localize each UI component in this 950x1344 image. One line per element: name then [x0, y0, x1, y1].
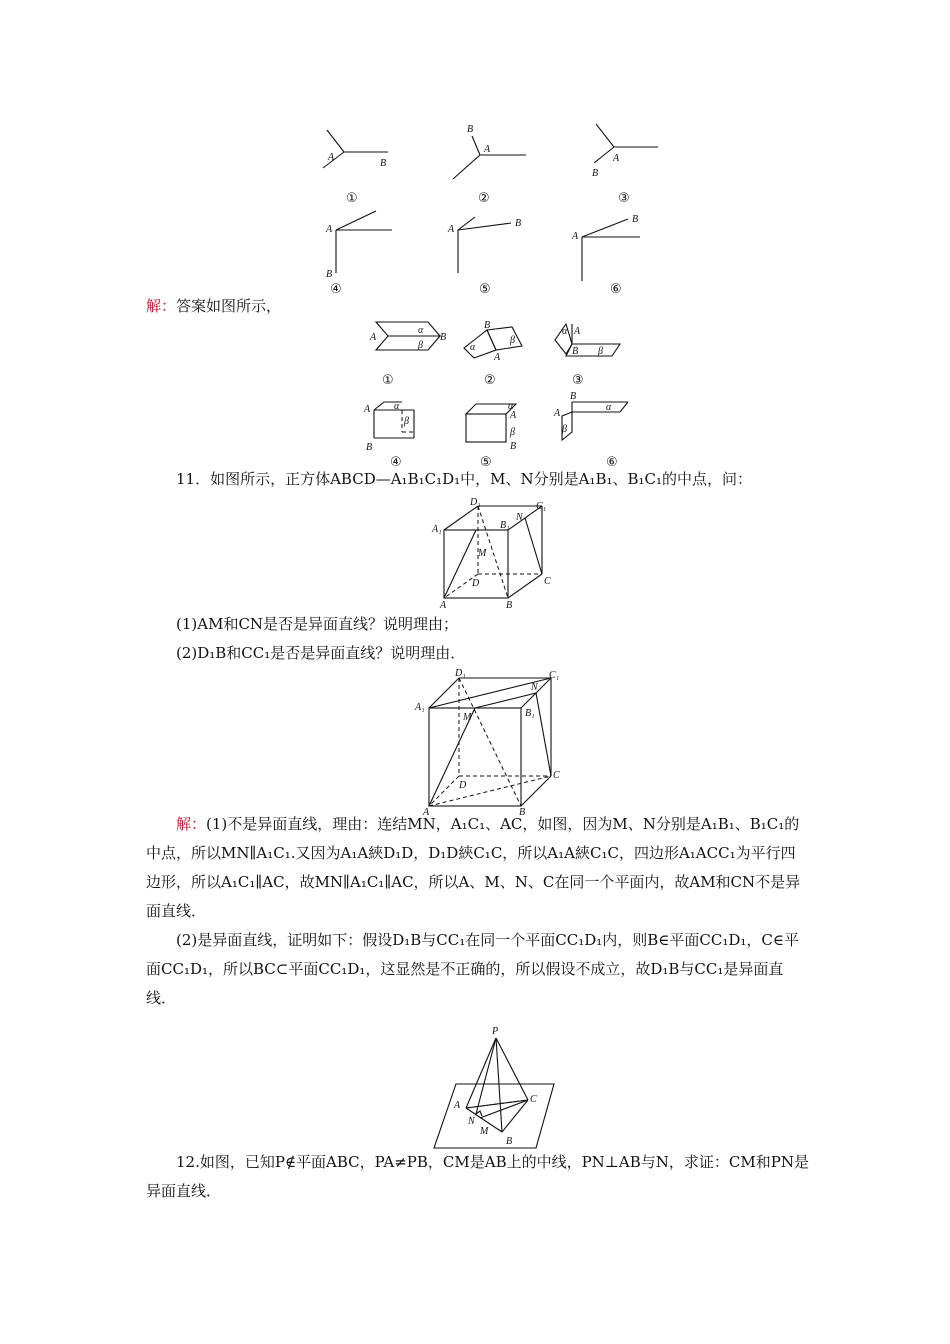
answer-label: 解：	[146, 297, 177, 315]
dihedral-figure-3	[552, 318, 632, 388]
dihedral-figure-1	[370, 318, 450, 388]
label-p: P	[492, 1026, 499, 1037]
label-a: A	[440, 600, 447, 611]
figure-6	[570, 205, 660, 297]
label-a: A	[484, 144, 491, 155]
figure-2	[450, 120, 540, 210]
label-a: A	[613, 153, 620, 164]
label-m: M	[480, 1126, 489, 1137]
figure-label-4: ④	[330, 282, 342, 297]
label-a: A	[510, 410, 517, 421]
label-b: B	[467, 124, 474, 135]
answer-figure-label-2: ②	[484, 373, 496, 388]
label-b: B	[519, 807, 526, 818]
figure-3	[588, 120, 668, 210]
label-a: A	[494, 352, 501, 363]
label-b: B	[592, 168, 599, 179]
label-b: B	[632, 214, 639, 225]
label-b: B	[484, 320, 491, 331]
answer-figure-label-1: ①	[382, 373, 394, 388]
label-m: M	[478, 548, 487, 559]
answer-line	[146, 292, 810, 321]
label-c: C	[553, 770, 560, 781]
label-c1: C₁	[536, 501, 547, 512]
label-d: D	[472, 578, 480, 589]
dihedral-figure-5	[458, 398, 538, 470]
q11-solution-2: (2)是异面直线，证明如下：假设D₁B与CC₁在同一个平面CC₁D₁内，则B∈平面CC₁D₁，C∈平面CC₁D₁，所以BC⊂平面CC₁D₁，这显然是不正确的，所以假设不成立，故D₁B与CC₁是异面直线．	[146, 931, 800, 1007]
label-b: B	[326, 269, 333, 280]
label-alpha: α	[470, 342, 476, 353]
pyramid-figure	[430, 1024, 570, 1154]
label-a: A	[554, 408, 561, 419]
label-m: M	[463, 712, 472, 723]
label-beta: β	[562, 424, 567, 435]
figure-label-3: ③	[618, 191, 630, 206]
label-b: B	[572, 346, 579, 357]
label-a1: A₁	[415, 702, 425, 713]
label-a: A	[326, 224, 333, 235]
label-b1: B₁	[500, 520, 510, 531]
label-b: B	[515, 218, 522, 229]
label-a: A	[448, 224, 455, 235]
q11-part1: (1)AM和CN是否是异面直线？说明理由；	[176, 615, 459, 633]
label-a: A	[423, 807, 430, 818]
label-alpha: α	[394, 401, 400, 412]
q12-stem: 12.如图，已知P∉平面ABC，PA≠PB，CM是AB上的中线，PN⊥AB与N，求证：CM和PN是异面直线．	[146, 1153, 809, 1200]
label-b: B	[366, 442, 373, 453]
label-n: N	[468, 1116, 475, 1127]
q11-stem: 11．如图所示，正方体ABCD—A₁B₁C₁D₁中，M、N分别是A₁B₁、B₁C₁的中点，问：	[176, 470, 753, 488]
label-a: A	[454, 1100, 461, 1111]
answer-figure-label-4: ④	[390, 455, 402, 470]
label-beta: β	[510, 427, 515, 438]
label-c: C	[544, 576, 551, 587]
q11-part2: (2)D₁B和CC₁是否是异面直线？说明理由．	[176, 644, 466, 662]
solution-1-text: (1)不是异面直线，理由：连结MN，A₁C₁、AC，如图，因为M、N分别是A₁B₁、B₁C₁的中点，所以MN∥A₁C₁.又因为A₁A綊D₁D，D₁D綊C₁C，所以A₁A綊C₁C，四边形A₁ACC₁为平行四边形，所以A₁C₁∥AC，故MN∥A₁C₁∥AC，所以A、M、N、C在同一个平面内，故AM和CN不是异面直线．	[146, 815, 801, 920]
label-c1: C₁	[549, 670, 560, 681]
label-b1: B₁	[525, 708, 535, 719]
figure-label-2: ②	[478, 191, 490, 206]
label-beta: β	[404, 416, 409, 427]
label-b: B	[506, 1136, 513, 1147]
label-n: N	[516, 512, 523, 523]
figure-label-6: ⑥	[610, 282, 622, 297]
figure-label-5: ⑤	[479, 282, 491, 297]
label-alpha: α	[418, 325, 424, 336]
label-a1: A₁	[432, 524, 442, 535]
label-b: B	[440, 332, 447, 343]
label-alpha: α	[562, 326, 568, 337]
answer-figure-label-3: ③	[572, 373, 584, 388]
label-d1: D₁	[455, 668, 466, 679]
label-a: A	[364, 404, 371, 415]
answer-figure-label-5: ⑤	[480, 455, 492, 470]
label-a: A	[370, 332, 377, 343]
figure-1	[320, 120, 400, 210]
dihedral-figure-4	[362, 398, 432, 470]
answer-text: 答案如图所示，	[176, 297, 282, 315]
figure-5	[445, 205, 535, 297]
label-alpha: α	[508, 401, 514, 412]
label-d: D	[459, 780, 467, 791]
label-beta: β	[510, 335, 515, 346]
label-b: B	[510, 441, 517, 452]
answer-figure-label-6: ⑥	[606, 455, 618, 470]
label-alpha: α	[606, 402, 612, 413]
label-beta: β	[598, 346, 603, 357]
label-b: B	[506, 600, 513, 611]
cube-figure-1	[430, 498, 560, 610]
dihedral-figure-2	[460, 318, 540, 388]
label-c: C	[530, 1094, 537, 1105]
label-a: A	[572, 231, 579, 242]
dihedral-figure-6	[550, 388, 640, 470]
label-a: A	[574, 326, 581, 337]
label-b: B	[380, 158, 387, 169]
solution-label: 解：	[176, 815, 207, 833]
figure-4	[322, 205, 402, 297]
label-a: A	[328, 152, 335, 163]
cube-figure-2	[415, 668, 575, 816]
label-beta: β	[418, 340, 423, 351]
label-n: N	[531, 682, 538, 693]
figure-label-1: ①	[346, 191, 358, 206]
label-d1: D₁	[470, 497, 481, 508]
q11-solution-1	[146, 810, 810, 926]
label-b: B	[570, 391, 577, 402]
